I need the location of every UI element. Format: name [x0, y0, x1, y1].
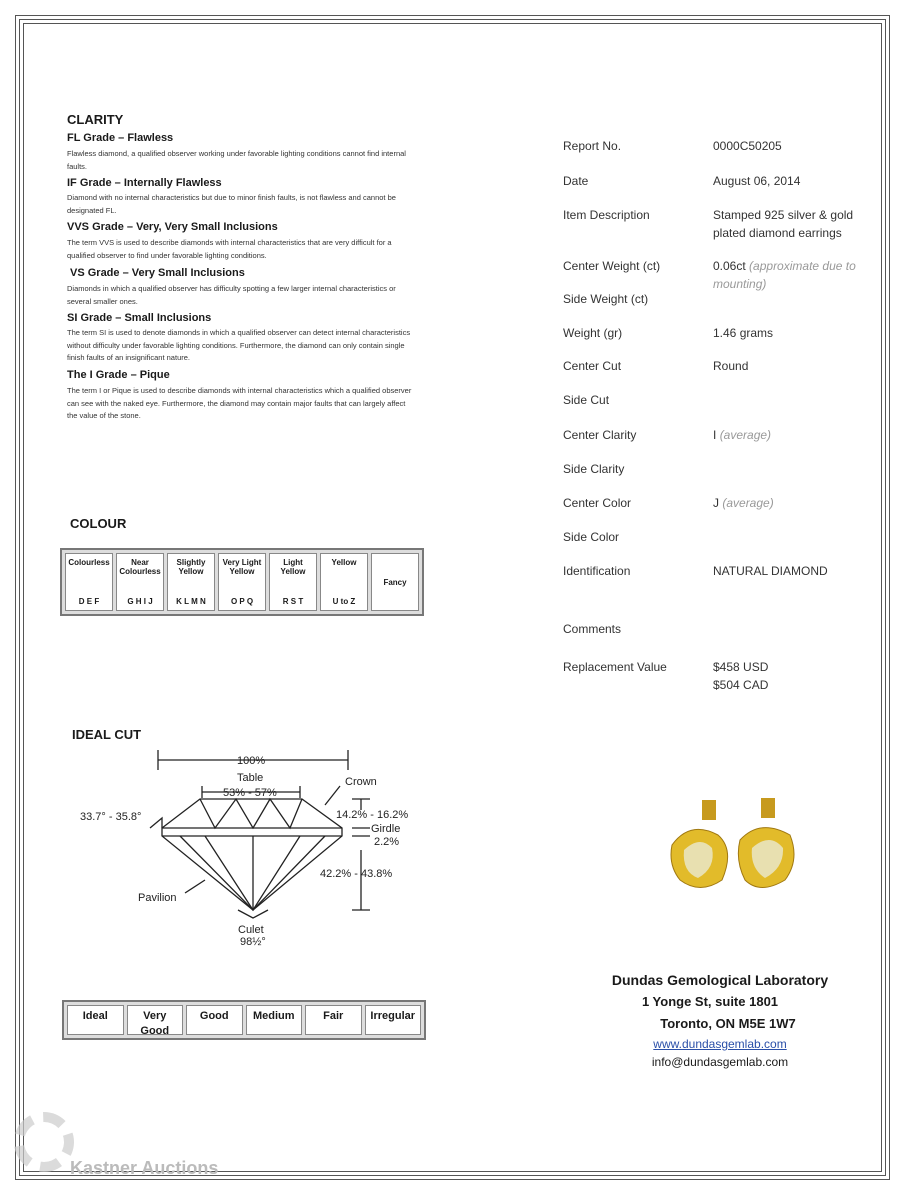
- watermark-logo-icon: [14, 1112, 74, 1172]
- report-value: [713, 137, 878, 155]
- value-text: J: [713, 496, 719, 510]
- grade-heading: VS Grade – Very Small Inclusions: [70, 267, 245, 279]
- lab-address1: 1 Yonge St, suite 1801: [641, 994, 779, 1009]
- value-text: I: [713, 428, 717, 442]
- ideal-cut-title: IDEAL CUT: [72, 727, 142, 742]
- grade-text: The term I or Pique is used to describe diamonds with internal characteristics which a qualified observer can see with the naked eye. Furthermore, the diamond may contain major faults that can largely affect the value of the stone.: [67, 386, 412, 420]
- value-text: 0.06ct: [713, 259, 746, 273]
- clarity-title: CLARITY: [67, 112, 124, 127]
- grade-text: Diamonds in which a qualified observer has difficulty spotting a few larger internal characteristics or several smaller ones.: [67, 284, 396, 306]
- table-label: Table: [237, 772, 264, 784]
- cut-grade-cell: Very Good: [127, 1005, 184, 1035]
- lab-address2: Toronto, ON M5E 1W7: [660, 1016, 796, 1031]
- value-text: 0000C50205: [713, 139, 782, 153]
- colour-cell: Fancy: [371, 553, 419, 611]
- colour-cell: Light Yellow R S T: [269, 553, 317, 611]
- cut-grade-cell: Good: [186, 1005, 243, 1035]
- grade-heading: VVS Grade – Very, Very Small Inclusions: [67, 221, 278, 233]
- cut-grade-cell: Fair: [305, 1005, 362, 1035]
- report-label: Side Clarity: [563, 462, 625, 476]
- colour-cell: Very Light Yellow O P Q: [218, 553, 266, 611]
- table-range: 53% - 57%: [223, 787, 277, 799]
- grade-heading: FL Grade – Flawless: [67, 132, 174, 144]
- culet-label: Culet: [238, 924, 264, 936]
- colour-cell: Colourless D E F: [65, 553, 113, 611]
- culet-angle: 98½°: [240, 936, 266, 948]
- report-value: [713, 206, 878, 242]
- value-text: $458 USD: [713, 660, 769, 674]
- report-value: [713, 426, 878, 444]
- colour-cell: Yellow U to Z: [320, 553, 368, 611]
- cut-grade-scale: [62, 1000, 426, 1040]
- report-value: [713, 172, 878, 190]
- report-label: Center Clarity: [563, 428, 637, 442]
- report-value: [713, 562, 878, 580]
- pavilion-label: Pavilion: [138, 892, 177, 904]
- value-text: Stamped 925 silver & gold plated diamond earrings: [713, 208, 854, 240]
- crown-angle: 33.7° - 35.8°: [80, 811, 142, 823]
- lab-website-link[interactable]: www.dundasgemlab.com: [653, 1037, 787, 1051]
- report-value: [713, 357, 878, 375]
- report-label: Report No.: [563, 139, 622, 153]
- crown-label: Crown: [345, 776, 377, 788]
- report-label: Item Description: [563, 208, 650, 222]
- report-label: Weight (gr): [563, 326, 623, 340]
- colour-scale: [60, 548, 424, 616]
- colour-cell: Slightly Yellow K L M N: [167, 553, 215, 611]
- report-label: Side Weight (ct): [563, 292, 649, 306]
- report-label: Comments: [563, 622, 622, 636]
- grade-text: The term VVS is used to describe diamonds with internal characteristics that are very difficult for a qualified observer to find under favorable lighting conditions.: [67, 238, 392, 260]
- report-label: Center Color: [563, 496, 632, 510]
- grade-heading: SI Grade – Small Inclusions: [67, 312, 212, 324]
- grade-text: Diamond with no internal characteristics but due to minor finish faults, is not flawless and cannot be designated FL.: [67, 193, 396, 215]
- value-text: August 06, 2014: [713, 174, 801, 188]
- girdle-label: Girdle: [371, 823, 401, 835]
- report-label: Center Cut: [563, 359, 622, 373]
- girdle-value: 2.2%: [374, 836, 400, 848]
- value-note: (average): [719, 428, 772, 442]
- cut-grade-cell: Irregular: [365, 1005, 422, 1035]
- colour-cell: Near Colourless G H I J: [116, 553, 164, 611]
- report-label: Date: [563, 174, 589, 188]
- value-note: (average): [722, 496, 774, 510]
- value-text: Round: [713, 359, 749, 373]
- watermark-text: Kastner Auctions: [70, 1158, 219, 1178]
- report-label: Side Cut: [563, 393, 610, 407]
- report-label: Center Weight (ct): [563, 259, 661, 273]
- report-label: Identification: [563, 564, 631, 578]
- value-note: (approximate due to mounting): [713, 259, 856, 291]
- report-value: [713, 324, 878, 342]
- pavilion-depth: 42.2% - 43.8%: [320, 868, 393, 880]
- grade-text: The term SI is used to denote diamonds in which a qualified observer can detect internal characteristics without difficulty under favorable lighting conditions. Furthermore, the diamond can only contain single finish faults of an insignificant nature.: [67, 328, 411, 362]
- lab-name: Dundas Gemological Laboratory: [611, 972, 829, 988]
- cut-grade-cell: Ideal: [67, 1005, 124, 1035]
- report-value: [713, 257, 878, 293]
- width-label: 100%: [237, 755, 266, 767]
- lab-email: info@dundasgemlab.com: [651, 1055, 789, 1069]
- report-value: [713, 658, 878, 694]
- grade-heading: IF Grade – Internally Flawless: [67, 177, 222, 189]
- report-value: [713, 494, 878, 512]
- colour-title: COLOUR: [70, 516, 127, 531]
- report-label: Replacement Value: [563, 660, 667, 674]
- value-text-2: $504 CAD: [713, 678, 769, 692]
- cut-grade-cell: Medium: [246, 1005, 303, 1035]
- crown-height: 14.2% - 16.2%: [336, 809, 409, 821]
- grade-text: Flawless diamond, a qualified observer working under favorable lighting conditions cannot find internal faults.: [67, 149, 406, 171]
- report-label: Side Color: [563, 530, 620, 544]
- grade-heading: The I Grade – Pique: [67, 369, 170, 381]
- value-text: NATURAL DIAMOND: [713, 564, 828, 578]
- value-text: 1.46 grams: [713, 326, 774, 340]
